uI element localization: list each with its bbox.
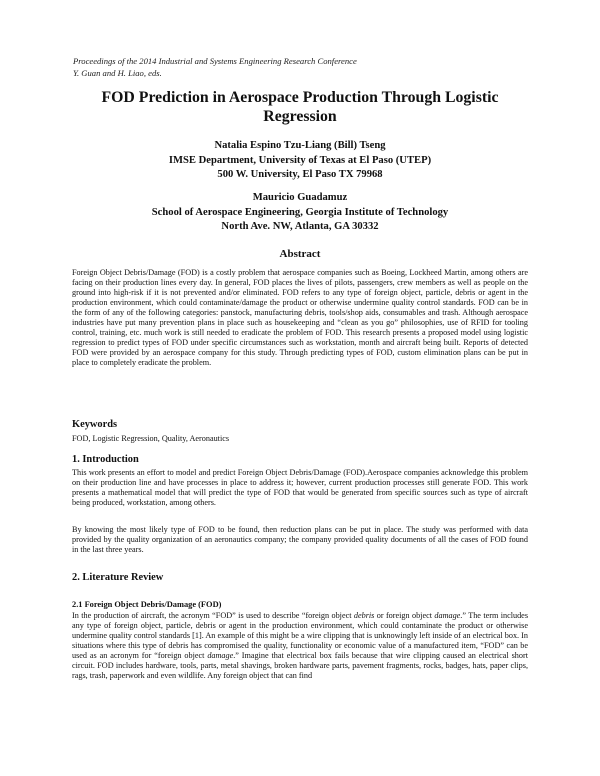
editors-line: Y. Guan and H. Liao, eds. (73, 68, 162, 78)
title-line-2: Regression (263, 108, 337, 125)
author-block-2 (40, 191, 560, 235)
author-names: Natalia Espino Tzu-Liang (Bill) Tseng (214, 140, 386, 151)
author-address: North Ave. NW, Atlanta, GA 30332 (221, 221, 379, 233)
fod-subheading: 2.1 Foreign Object Debris/Damage (FOD) (72, 600, 222, 609)
title-line-1: FOD Prediction in Aerospace Production Through Logistic (101, 89, 499, 106)
introduction-heading: 1. Introduction (72, 454, 139, 465)
author-names: Mauricio Guadamuz (252, 192, 348, 203)
proceedings-header (73, 55, 357, 79)
literature-review-heading: 2. Literature Review (72, 572, 164, 583)
abstract-text: Foreign Object Debris/Damage (FOD) is a costly problem that aerospace companies such as Boeing, Lockheed Martin, among others are facing on their production lines every day. In general, FOD places the lives of pilots, passengers, crew members as well as people on the ground into high-risk if it is not prevented and/or eliminated. FOD refers to any type of foreign object, particle, debris or agent in the production environment, which could contaminate/damage the product or otherwise undermine quality control standards. FOD can be in the form of any of the following categories: panstock, manufacturing debris, tools/shop aids, consumables and trash. Although aerospace industries have put many prevention plans in place such as housekeeping and “clean as you go” philosophies, use of RFID for tooling control, training, etc. much work is still needed to eradicate the problem of FOD. This research presents a proposed model using logistic regression to predict types of FOD under specific circumstances such as workstation, month and aircraft being built. Reports of detected FOD were provided by an aerospace company for this study. Through predicting types of FOD, custom elimination plans can be put in place to completely eradicate the problem. (72, 268, 528, 368)
literature-text: In the production of aircraft, the acronym “FOD” is used to describe “foreign object (72, 611, 354, 620)
abstract-heading: Abstract (279, 248, 321, 260)
emphasis-debris: debris (353, 611, 375, 620)
introduction-paragraph-1: This work presents an effort to model and predict Foreign Object Debris/Damage (FOD).Aerospace companies acknowledge this problem on their production line and have processes in place to address it; however, current production processes still generate FOD. This work presents a mathematical model that will predict the type of FOD that would be generated from specific sources such as type of aircraft being produced, workstation, among others. (72, 468, 528, 508)
author-address: 500 W. University, El Paso TX 79968 (217, 169, 383, 181)
introduction-paragraph-2: By knowing the most likely type of FOD to be found, then reduction plans can be put in place. The study was performed with data provided by the quality organization of an aeronautics company; the company provided quality documents of all the cases of FOD found in the last three years. (72, 525, 528, 555)
keywords-heading: Keywords (72, 419, 118, 430)
proceedings-line: Proceedings of the 2014 Industrial and Systems Engineering Research Conference (73, 56, 357, 66)
literature-text: or foreign object (374, 611, 435, 620)
paper-title (40, 88, 560, 126)
emphasis-damage: damage (207, 651, 234, 661)
literature-text: .” The term includes any type of foreign object, particle, debris or agent in the production environment, which could contaminate the product or otherwise undermine quality control standards [1]. An example of this might be a wire clipping that is unknowingly left inside of an electrical box. In situations where this type of debris has compromised the quality, functionality or economic value of a manufactured item, “FOD” can be used as an acronym for “foreign object (72, 611, 529, 661)
literature-paragraph (72, 611, 528, 681)
keywords-text: FOD, Logistic Regression, Quality, Aeronautics (72, 434, 230, 443)
author-block-1 (40, 139, 560, 183)
literature-text: .” Imagine that electrical box fails because that wire clipping caused an electrical short circuit. FOD includes hardware, tools, parts, metal shavings, broken hardware parts, pavement fragments, rocks, badges, hats, paper clips, rags, trash, paperwork and even wildlife. Any foreign object that can find (72, 651, 528, 681)
emphasis-damage: damage (434, 611, 461, 620)
author-affiliation: IMSE Department, University of Texas at El Paso (UTEP) (168, 154, 432, 166)
author-affiliation: School of Aerospace Engineering, Georgia Institute of Technology (151, 206, 449, 218)
